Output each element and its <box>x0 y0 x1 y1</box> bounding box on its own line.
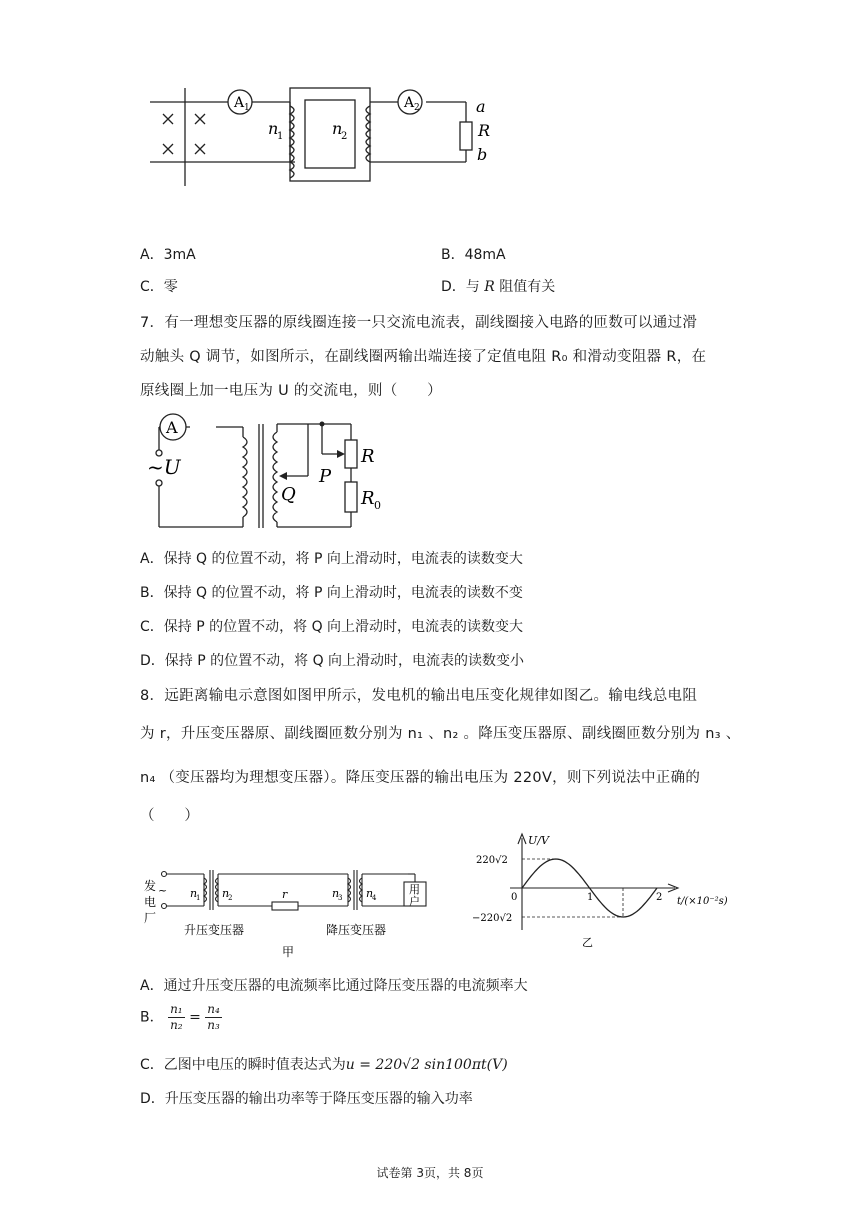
q8-option-a[interactable]: A．通过升压变压器的电流频率比通过降压变压器的电流频率大 <box>140 978 528 994</box>
q8-n3-sub: 3 <box>338 894 343 902</box>
page-footer: 试卷第 3页，共 8页 <box>376 1166 484 1180</box>
q8-graph-x-axis-label: t/(×10⁻²s) <box>677 896 728 907</box>
q7-source-label: ~U <box>147 455 181 479</box>
q8-step-up-label: 升压变压器 <box>184 923 245 937</box>
q8-option-b[interactable] <box>140 1002 222 1033</box>
q8-graph-x1-label: 1 <box>587 892 594 903</box>
q8-option-c[interactable] <box>140 1054 508 1074</box>
ammeter-a1-label: A <box>234 95 245 111</box>
q8-graph-x2-label: 2 <box>656 892 663 903</box>
q7-stem-line1: 7．有一理想变压器的原线圈连接一只交流电流表，副线圈接入电路的匝数可以通过滑 <box>140 315 698 331</box>
q8-option-d[interactable]: D．升压变压器的输出功率等于降压变压器的输入功率 <box>140 1091 473 1107</box>
q8-voltage-graph <box>470 830 740 955</box>
q8-plant-label-3: 厂 <box>144 911 157 925</box>
coil-n1-sub: 1 <box>277 131 284 142</box>
terminal-a-label: a <box>476 97 486 116</box>
q8-n1-sub: 1 <box>196 894 201 902</box>
q8-n1-label: n <box>190 887 198 900</box>
q8-option-b-fraction-right <box>205 1002 222 1033</box>
coil-n2-label: n <box>332 119 343 138</box>
q8-step-down-label: 降压变压器 <box>326 923 387 937</box>
resistor-r-label: R <box>478 121 491 140</box>
q7-option-c[interactable]: C．保持 P 的位置不动，将 Q 向上滑动时，电流表的读数变大 <box>140 619 524 635</box>
q8-source-tilde: ~ <box>158 884 168 897</box>
frac-right-denominator: n₃ <box>207 1018 220 1032</box>
q6-option-d[interactable] <box>441 276 555 296</box>
q8-stem-line2: 为 r，升压变压器原、副线圈匝数分别为 n₁ 、n₂ 。降压变压器原、副线圈匝数分别为 n₃ 、 <box>140 726 741 742</box>
q8-option-c-prefix: C．乙图中电压的瞬时值表达式为 <box>140 1057 346 1073</box>
q7-option-d[interactable]: D．保持 P 的位置不动，将 Q 向上滑动时，电流表的读数变小 <box>140 653 525 669</box>
q6-option-b[interactable]: B．48mA <box>441 247 506 263</box>
frac-left-numerator: n₁ <box>170 1002 183 1016</box>
q7-ammeter-label: A <box>166 418 178 437</box>
q8-graph-y-min-label: −220√2 <box>472 913 513 924</box>
q8-figure-jia-caption: 甲 <box>282 945 295 959</box>
q8-graph-origin-label: 0 <box>511 892 518 903</box>
q8-stem-line3: n₄ （变压器均为理想变压器）。降压变压器的输出电压为 220V，则下列说法中正确的 <box>140 770 701 786</box>
q8-n4-sub: 4 <box>372 894 377 902</box>
q8-user-label-2: 户 <box>409 895 420 908</box>
q8-option-b-fraction-left <box>168 1002 185 1033</box>
q8-plant-label-1: 发 <box>144 879 157 893</box>
q8-graph-y-axis-label: U/V <box>528 834 549 847</box>
q7-circuit-diagram <box>145 410 390 535</box>
q7-option-a[interactable]: A．保持 Q 的位置不动，将 P 向上滑动时，电流表的读数变大 <box>140 551 523 567</box>
coil-n2-sub: 2 <box>341 131 348 142</box>
q8-option-b-prefix: B． <box>140 1009 164 1026</box>
q8-stem-line1: 8．远距离输电示意图如图甲所示，发电机的输出电压变化规律如图乙。输电线总电阻 <box>140 688 698 704</box>
q7-p-label: P <box>319 466 332 487</box>
q8-n4-label: n <box>366 887 374 900</box>
terminal-b-label: b <box>477 145 488 164</box>
ammeter-a1-sub: 1 <box>244 103 250 113</box>
q7-q-label: Q <box>281 484 296 505</box>
q8-option-c-expression: u = 220√2 sin100πt(V) <box>345 1057 508 1073</box>
q8-plant-label-2: 电 <box>144 895 157 909</box>
q7-option-b[interactable]: B．保持 Q 的位置不动，将 P 向上滑动时，电流表的读数不变 <box>140 585 523 601</box>
q8-graph-y-max-label: 220√2 <box>476 855 508 866</box>
q8-line-resistance-label: r <box>282 888 288 901</box>
q7-r0-sub: 0 <box>374 499 381 512</box>
q7-r-label: R <box>361 446 375 467</box>
frac-right-numerator: n₄ <box>207 1002 220 1016</box>
q8-n2-label: n <box>222 887 230 900</box>
q7-stem-line3: 原线圈上加一电压为 U 的交流电，则（ ） <box>140 383 442 399</box>
q8-option-b-equals: = <box>189 1009 201 1026</box>
q6-circuit-diagram <box>140 78 510 193</box>
q8-n2-sub: 2 <box>228 894 233 902</box>
q8-user-label-1: 用 <box>409 883 420 896</box>
q8-transmission-diagram <box>140 862 440 962</box>
q8-n3-label: n <box>332 887 340 900</box>
q6-option-d-var: R <box>484 279 495 295</box>
frac-left-denominator: n₂ <box>170 1018 183 1032</box>
q8-figure-yi-caption: 乙 <box>582 936 593 949</box>
q7-stem-line2: 动触头 Q 调节，如图所示，在副线圈两输出端连接了定值电阻 R₀ 和滑动变阻器 R，在 <box>140 349 707 365</box>
q7-r0-label: R <box>361 488 375 509</box>
ammeter-a2-label: A <box>404 95 415 111</box>
coil-n1-label: n <box>268 119 279 138</box>
q6-option-c[interactable]: C．零 <box>140 279 178 295</box>
q6-option-d-suffix: 阻值有关 <box>494 279 556 295</box>
q6-option-d-prefix: D．与 <box>441 279 485 295</box>
q6-option-a[interactable]: A．3mA <box>140 247 196 263</box>
ammeter-a2-sub: 2 <box>414 103 420 113</box>
q8-stem-line4: （ ） <box>140 808 200 824</box>
